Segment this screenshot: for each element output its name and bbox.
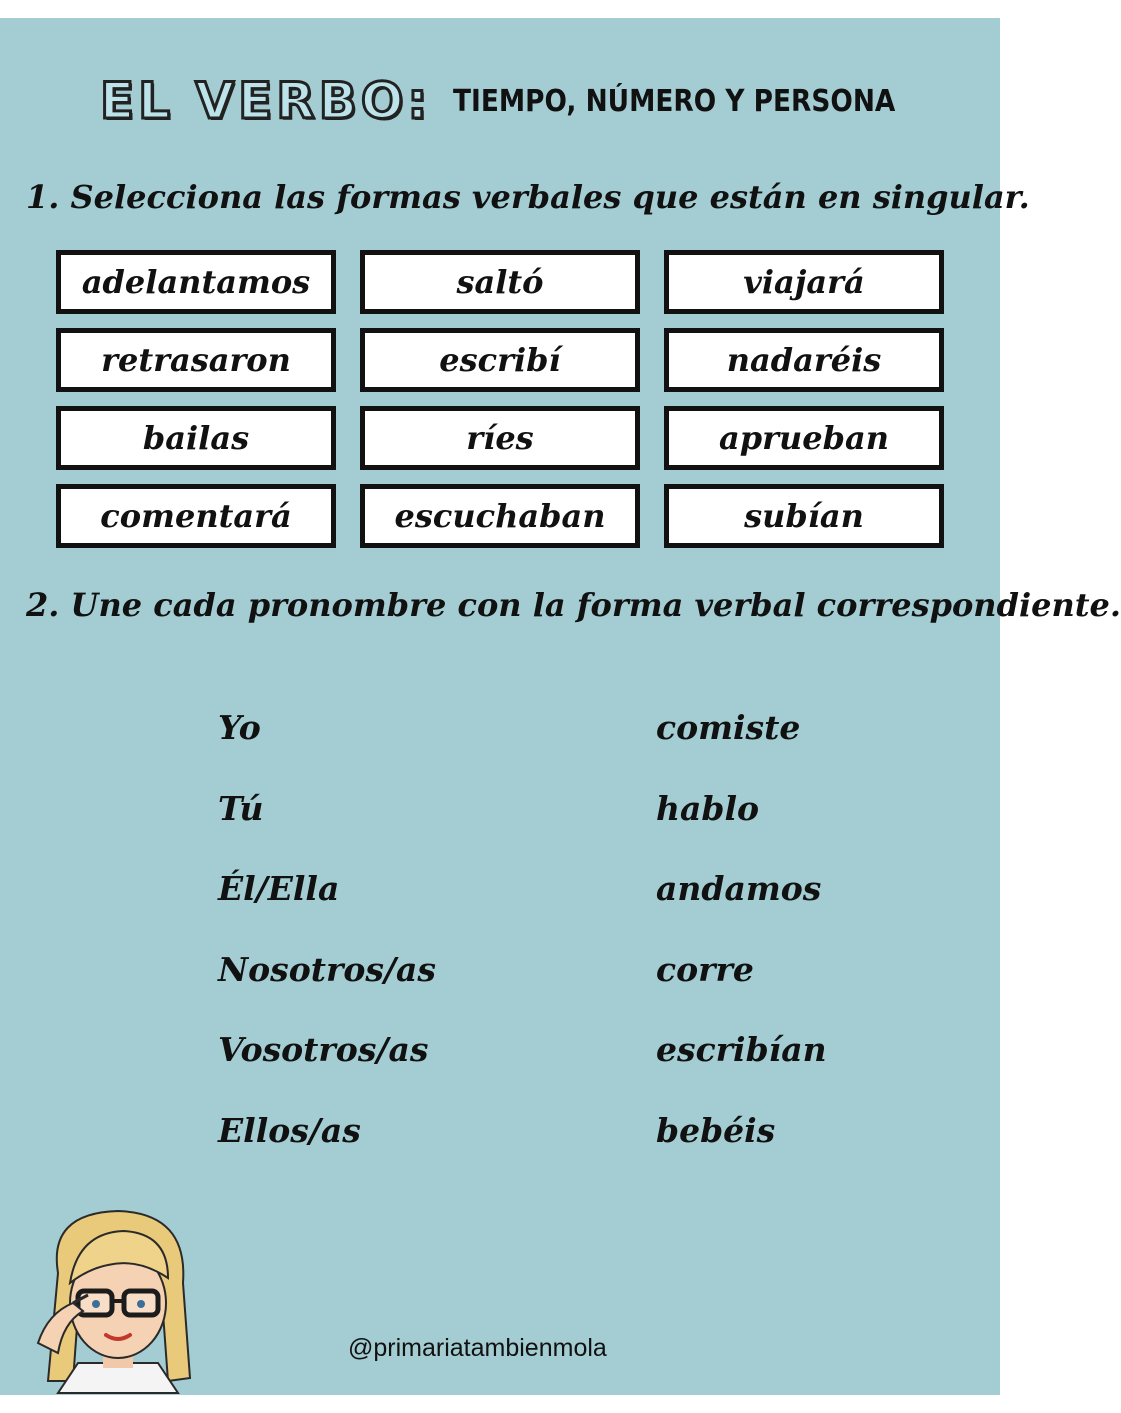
- bitmoji-avatar-icon: [18, 1203, 218, 1393]
- verb-item[interactable]: corre: [656, 949, 754, 989]
- title-subtitle: TIEMPO, NÚMERO Y PERSONA: [453, 83, 896, 119]
- worksheet-title: [100, 66, 956, 136]
- verb-item[interactable]: bebéis: [656, 1110, 776, 1150]
- author-credit: @primariatambienmola: [348, 1334, 607, 1362]
- verb-option[interactable]: nadaréis: [664, 328, 944, 392]
- verb-option[interactable]: viajará: [664, 250, 944, 314]
- verb-option[interactable]: aprueban: [664, 406, 944, 470]
- pronoun-item[interactable]: Vosotros/as: [218, 1030, 429, 1069]
- pronoun-column: [218, 708, 436, 1191]
- verb-option[interactable]: bailas: [56, 406, 336, 470]
- pronoun-item[interactable]: Yo: [218, 708, 261, 747]
- verb-item[interactable]: hablo: [656, 788, 759, 828]
- pronoun-item[interactable]: Tú: [218, 788, 264, 828]
- worksheet: [0, 18, 1121, 1395]
- pronoun-item[interactable]: Ellos/as: [218, 1110, 361, 1150]
- verb-item[interactable]: andamos: [656, 869, 822, 908]
- verb-option[interactable]: escuchaban: [360, 484, 640, 548]
- verb-option[interactable]: comentará: [56, 484, 336, 548]
- verb-option[interactable]: retrasaron: [56, 328, 336, 392]
- verb-option[interactable]: escribí: [360, 328, 640, 392]
- verb-option[interactable]: ríes: [360, 406, 640, 470]
- verb-options-grid: [56, 250, 944, 550]
- verb-item[interactable]: escribían: [656, 1030, 827, 1069]
- title-main: EL VERBO:: [100, 72, 432, 130]
- verb-item[interactable]: comiste: [656, 708, 801, 747]
- verb-option[interactable]: subían: [664, 484, 944, 548]
- pronoun-item[interactable]: Él/Ella: [218, 869, 340, 908]
- exercise1-instruction: 1. Selecciona las formas verbales que están en singular.: [26, 178, 1030, 216]
- exercise2-instruction: 2. Une cada pronombre con la forma verbal correspondiente.: [26, 586, 1121, 624]
- verb-option[interactable]: adelantamos: [56, 250, 336, 314]
- verb-option[interactable]: saltó: [360, 250, 640, 314]
- pronoun-item[interactable]: Nosotros/as: [218, 949, 436, 989]
- verb-column: [656, 708, 827, 1191]
